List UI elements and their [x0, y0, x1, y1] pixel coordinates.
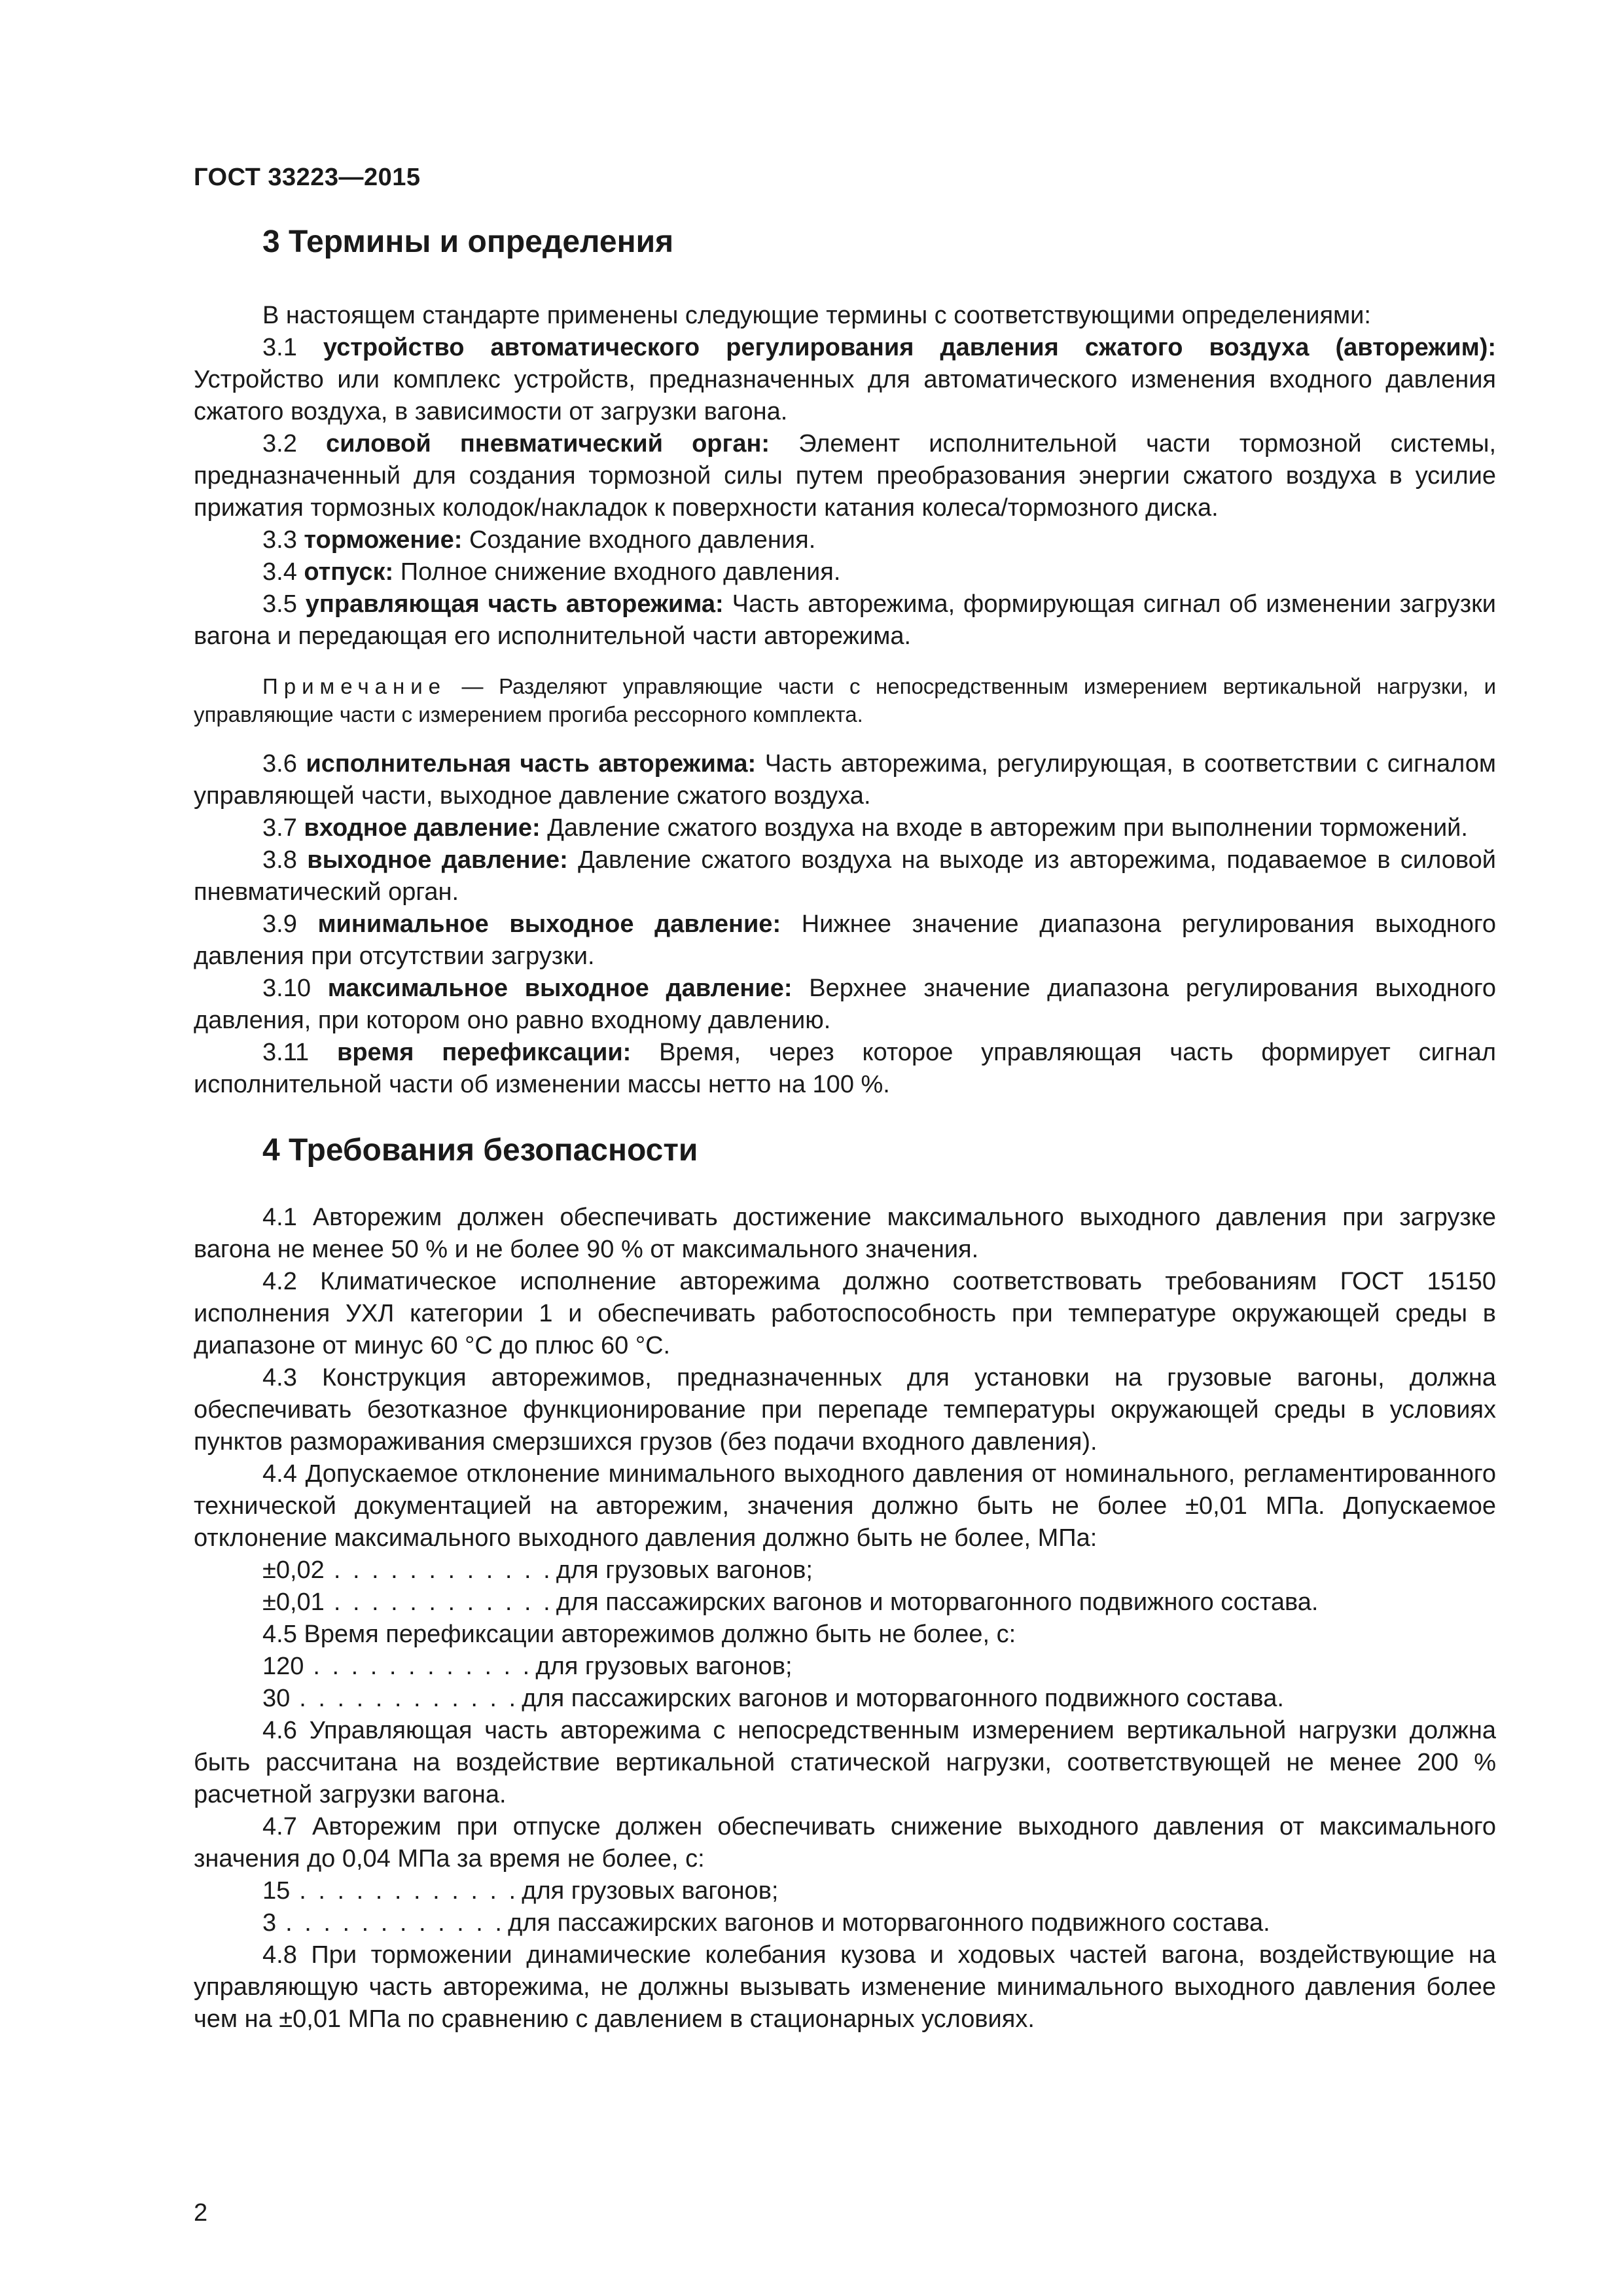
- definition-term: управляющая часть авторежима:: [305, 590, 724, 618]
- dot-leader: [334, 1587, 550, 1619]
- definition-item: [194, 1037, 1496, 1101]
- definition-item: [194, 524, 1496, 556]
- list-label: для пассажирских вагонов и моторвагонного подвижного состава.: [556, 1588, 1319, 1616]
- definition-text: Создание входного давления.: [469, 526, 816, 554]
- definition-text: Часть авторежима, регулирующая, в соответствии с сигналом управляющей части, выходное давление сжатого воздуха.: [194, 750, 1496, 810]
- definition-item: [194, 812, 1496, 844]
- clause-4-6: 4.6 Управляющая часть авторежима с непосредственным измерением вертикальной нагрузки должна быть рассчитана на воздействие вертикальной статической нагрузки, соответствующей не менее 200 % расчетной загрузки вагона.: [194, 1717, 1496, 1808]
- dot-leader: [334, 1554, 550, 1587]
- page-number: 2: [194, 2199, 208, 2227]
- clause-4-8: 4.8 При торможении динамические колебания кузова и ходовых частей вагона, воздействующие на управляющую часть авторежима, не должны вызывать изменение минимального выходного давления более чем на ±0,01 МПа по сравнению с давлением в стационарных условиях.: [194, 1941, 1496, 2033]
- definition-number: 3.3: [262, 526, 297, 554]
- definition-item: [194, 588, 1496, 653]
- section-3: [194, 223, 1496, 1101]
- list-item: [194, 1554, 1496, 1587]
- definition-text: Давление сжатого воздуха на входе в авторежим при выполнении торможений.: [547, 814, 1468, 842]
- definition-term: максимальное выходное давление:: [327, 975, 793, 1002]
- definition-number: 3.6: [262, 750, 297, 778]
- definition-number: 3.4: [262, 558, 297, 586]
- page-content: [194, 223, 1496, 2036]
- definition-item: [194, 844, 1496, 908]
- definition-term: входное давление:: [304, 814, 541, 842]
- definition-number: 3.7: [262, 814, 297, 842]
- definition-text: Полное снижение входного давления.: [400, 558, 841, 586]
- list-item: [194, 1875, 1496, 1907]
- definition-number: 3.5: [262, 590, 297, 618]
- clause-4-4: 4.4 Допускаемое отклонение минимального выходного давления от номинального, регламентированного технической документацией на авторежим, значения должно быть не более ±0,01 МПа. Допускаемое отклонение максимального выходного давления должно быть не более, МПа:: [194, 1460, 1496, 1552]
- section-3-intro: В настоящем стандарте применены следующие термины с соответствующими определениями:: [262, 302, 1371, 329]
- definition-number: 3.9: [262, 910, 297, 938]
- list-value: 3: [262, 1909, 277, 1937]
- list-item: [194, 1651, 1496, 1683]
- list-item: [194, 1907, 1496, 1939]
- list-value: ±0,01: [262, 1588, 325, 1616]
- document-code: ГОСТ 33223—2015: [194, 164, 421, 191]
- definition-item: [194, 556, 1496, 588]
- definition-term: отпуск:: [304, 558, 394, 586]
- list-item: [194, 1683, 1496, 1715]
- definition-item: [194, 748, 1496, 812]
- clause-4-2: 4.2 Климатическое исполнение авторежима должно соответствовать требованиям ГОСТ 15150 исполнения УХЛ категории 1 и обеспечивать работоспособность при температуре окружающей среды в диапазоне от минус 60 °С до плюс 60 °С.: [194, 1268, 1496, 1359]
- note: [194, 672, 1496, 728]
- clause-4-3: 4.3 Конструкция авторежимов, предназначенных для установки на грузовые вагоны, должна обеспечивать безотказное функционирование при перепаде температуры окружающей среды в условиях пунктов размораживания смерзшихся грузов (без подачи входного давления).: [194, 1364, 1496, 1456]
- definition-number: 3.8: [262, 846, 297, 874]
- note-label: Примечание: [262, 674, 447, 698]
- list-label: для пассажирских вагонов и моторвагонного подвижного состава.: [508, 1909, 1270, 1937]
- section-4-heading: 4 Требования безопасности: [262, 1133, 698, 1168]
- definition-text: Устройство или комплекс устройств, предназначенных для автоматического изменения входного давления сжатого воздуха, в зависимости от загрузки вагона.: [194, 366, 1496, 425]
- definition-term: минимальное выходное давление:: [317, 910, 781, 938]
- definition-number: 3.10: [262, 975, 311, 1002]
- list-label: для пассажирских вагонов и моторвагонного подвижного состава.: [522, 1685, 1284, 1712]
- note-text: Разделяют управляющие части с непосредственным измерением вертикальной нагрузки, и управляющие части с измерением прогиба рессорного комплекта.: [194, 674, 1497, 726]
- list-label: для грузовых вагонов;: [556, 1556, 813, 1584]
- list-value: ±0,02: [262, 1556, 325, 1584]
- definition-text: Давление сжатого воздуха на выходе из авторежима, подаваемое в силовой пневматический орган.: [194, 846, 1496, 906]
- definition-text: Нижнее значение диапазона регулирования выходного давления при отсутствии загрузки.: [194, 910, 1496, 970]
- list-label: для грузовых вагонов;: [522, 1877, 779, 1905]
- list-value: 15: [262, 1877, 291, 1905]
- dot-leader: [313, 1651, 529, 1683]
- definition-text: Элемент исполнительной части тормозной системы, предназначенный для создания тормозной силы путем преобразования энергии сжатого воздуха в усилие прижатия тормозных колодок/накладок к поверхности катания колеса/тормозного диска.: [194, 430, 1497, 522]
- definition-number: 3.11: [262, 1039, 310, 1066]
- list-value: 30: [262, 1685, 291, 1712]
- definition-text: Верхнее значение диапазона регулирования выходного давления, при котором оно равно входному давлению.: [194, 975, 1497, 1034]
- dot-leader: [299, 1875, 515, 1907]
- list-label: для грузовых вагонов;: [535, 1653, 793, 1680]
- definition-term: время перефиксации:: [336, 1039, 632, 1066]
- definition-text: Часть авторежима, формирующая сигнал об изменении загрузки вагона и передающая его исполнительной части авторежима.: [194, 590, 1496, 650]
- definition-item: [194, 908, 1496, 973]
- definition-term: исполнительная часть авторежима:: [306, 750, 757, 778]
- list-value: 120: [262, 1653, 304, 1680]
- definition-text: Время, через которое управляющая часть формирует сигнал исполнительной части об изменении массы нетто на 100 %.: [194, 1039, 1497, 1098]
- definition-item: [194, 973, 1496, 1037]
- section-4: [194, 1131, 1496, 2036]
- definition-number: 3.1: [262, 334, 297, 361]
- clause-4-1: 4.1 Авторежим должен обеспечивать достижение максимального выходного давления при загрузке вагона не менее 50 % и не более 90 % от максимального значения.: [194, 1204, 1496, 1263]
- definition-term: выходное давление:: [307, 846, 568, 874]
- dot-leader: [299, 1683, 515, 1715]
- list-item: [194, 1587, 1496, 1619]
- definition-number: 3.2: [262, 430, 297, 457]
- definition-term: торможение:: [304, 526, 463, 554]
- note-dash: —: [461, 674, 484, 698]
- definition-term: силовой пневматический орган:: [325, 430, 770, 457]
- definition-separator: :: [1488, 334, 1497, 361]
- clause-4-5: 4.5 Время перефиксации авторежимов должно быть не более, с:: [262, 1621, 1016, 1648]
- definition-item: [194, 428, 1496, 524]
- section-3-heading: 3 Термины и определения: [262, 224, 674, 259]
- definition-term: устройство автоматического регулирования давления сжатого воздуха (авторежим): [323, 334, 1488, 361]
- dot-leader: [285, 1907, 501, 1939]
- definition-item: [194, 332, 1496, 428]
- clause-4-7: 4.7 Авторежим при отпуске должен обеспечивать снижение выходного давления от максимального значения до 0,04 МПа за время не более, с:: [194, 1813, 1496, 1873]
